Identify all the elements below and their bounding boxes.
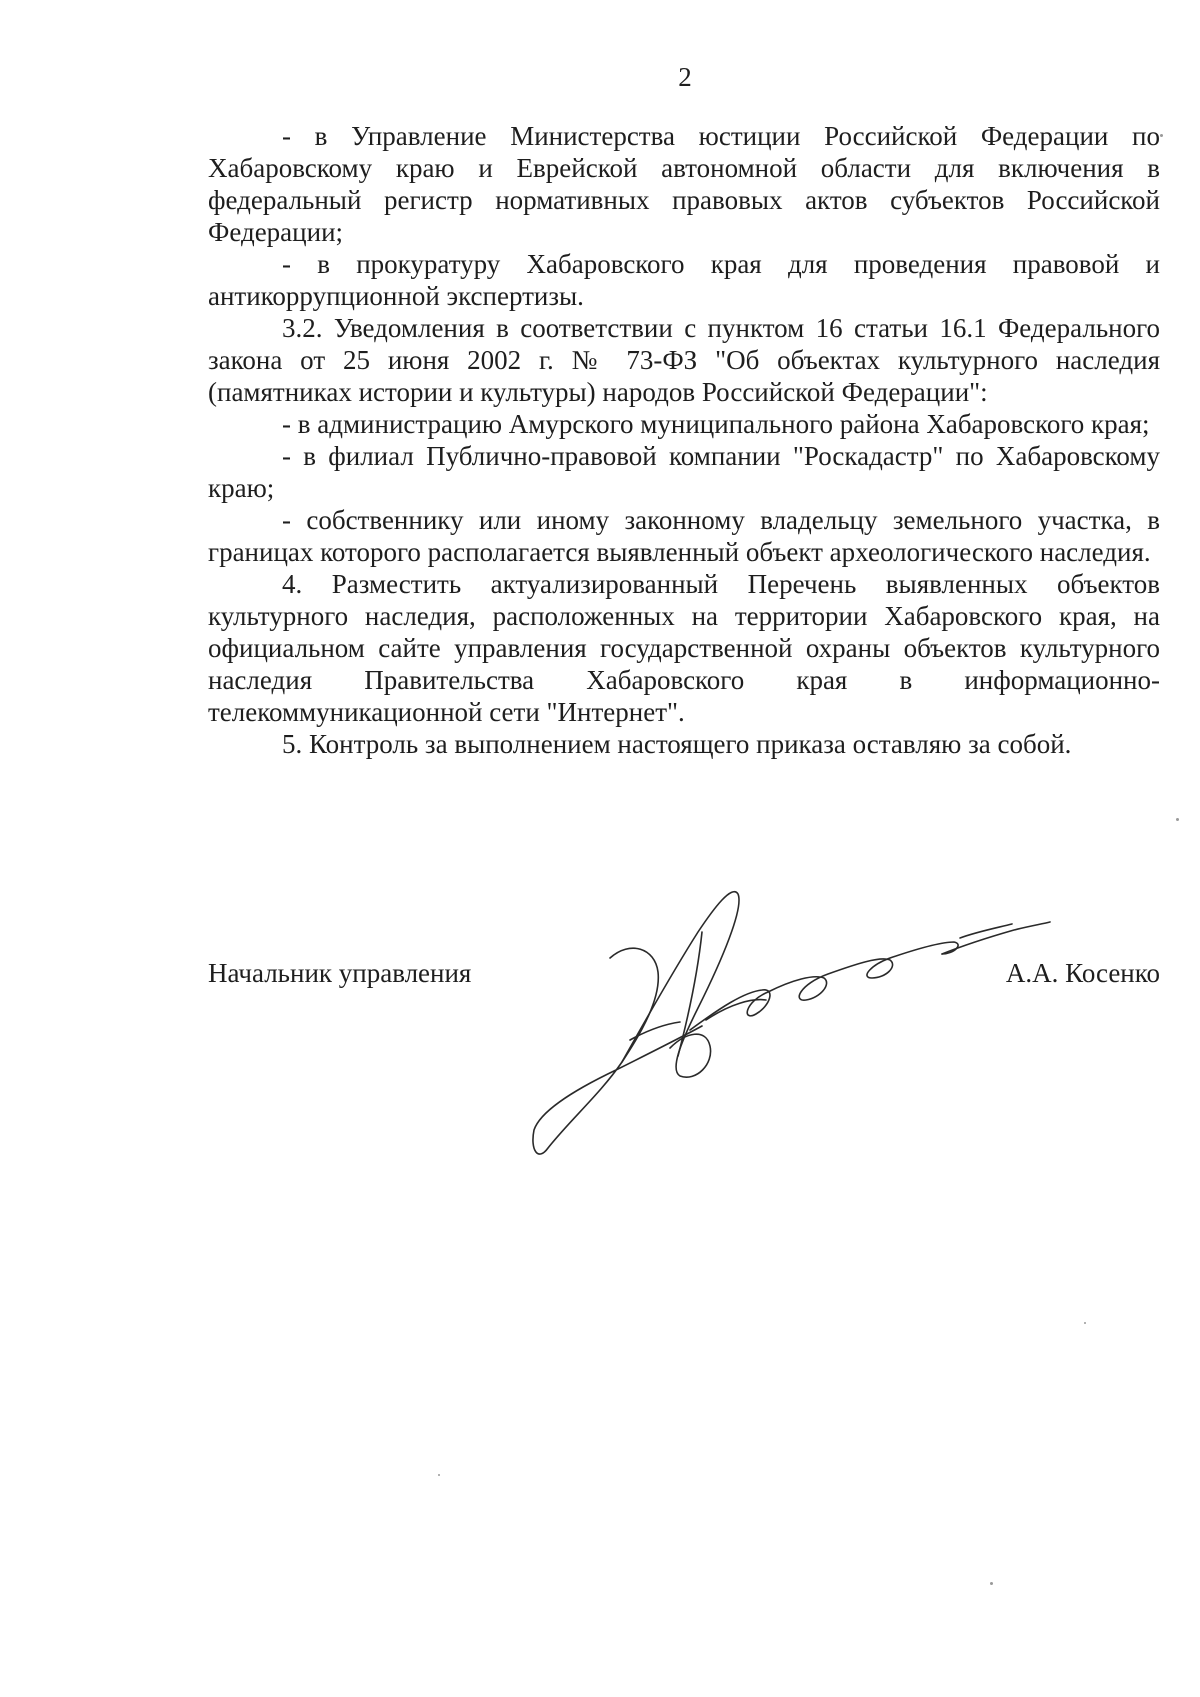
signatory-name: А.А. Косенко <box>1005 958 1160 988</box>
paragraph-publish-list: 4. Разместить актуализированный Перечень выявленных объектов культурного наследия, расположенных на территории Хабаровского края, на официальном сайте управления государственной охраны объектов культурного наследия Правительства Хабаровского края в информационно-телекоммуникационной сети "Интернет". <box>208 569 1160 727</box>
document-body <box>208 120 1160 760</box>
scan-speck <box>1160 134 1163 137</box>
paragraph-amur-district: - в администрацию Амурского муниципального района Хабаровского края; <box>282 409 1150 439</box>
page-number: 2 <box>678 62 692 92</box>
scan-speck <box>1084 1322 1086 1324</box>
paragraph-notifications: 3.2. Уведомления в соответствии с пунктом 16 статьи 16.1 Федерального закона от 25 июня 2002 г. № 73-ФЗ "Об объектах культурного наследия (памятниках истории и культуры) народов Российской Федерации": <box>208 313 1160 407</box>
paragraph-prosecutor: - в прокуратуру Хабаровского края для проведения правовой и антикоррупционной экспертизы. <box>208 249 1160 311</box>
paragraph-ministry-justice: - в Управление Министерства юстиции Российской Федерации по Хабаровскому краю и Еврейской автономной области для включения в федеральный регистр нормативных правовых актов субъектов Российской Федерации; <box>208 121 1160 247</box>
paragraph-roskadastr: - в филиал Публично-правовой компании "Роскадастр" по Хабаровскому краю; <box>208 441 1160 503</box>
paragraph-land-owner: - собственнику или иному законному владельцу земельного участка, в границах которого располагается выявленный объект археологического наследия. <box>208 505 1160 567</box>
scan-speck <box>990 1582 993 1585</box>
handwritten-signature-icon <box>530 880 1070 1170</box>
signatory-position: Начальник управления <box>208 958 472 988</box>
paragraph-control: 5. Контроль за выполнением настоящего приказа оставляю за собой. <box>282 729 1072 759</box>
scan-speck <box>438 1474 440 1476</box>
scan-speck <box>1176 818 1179 821</box>
